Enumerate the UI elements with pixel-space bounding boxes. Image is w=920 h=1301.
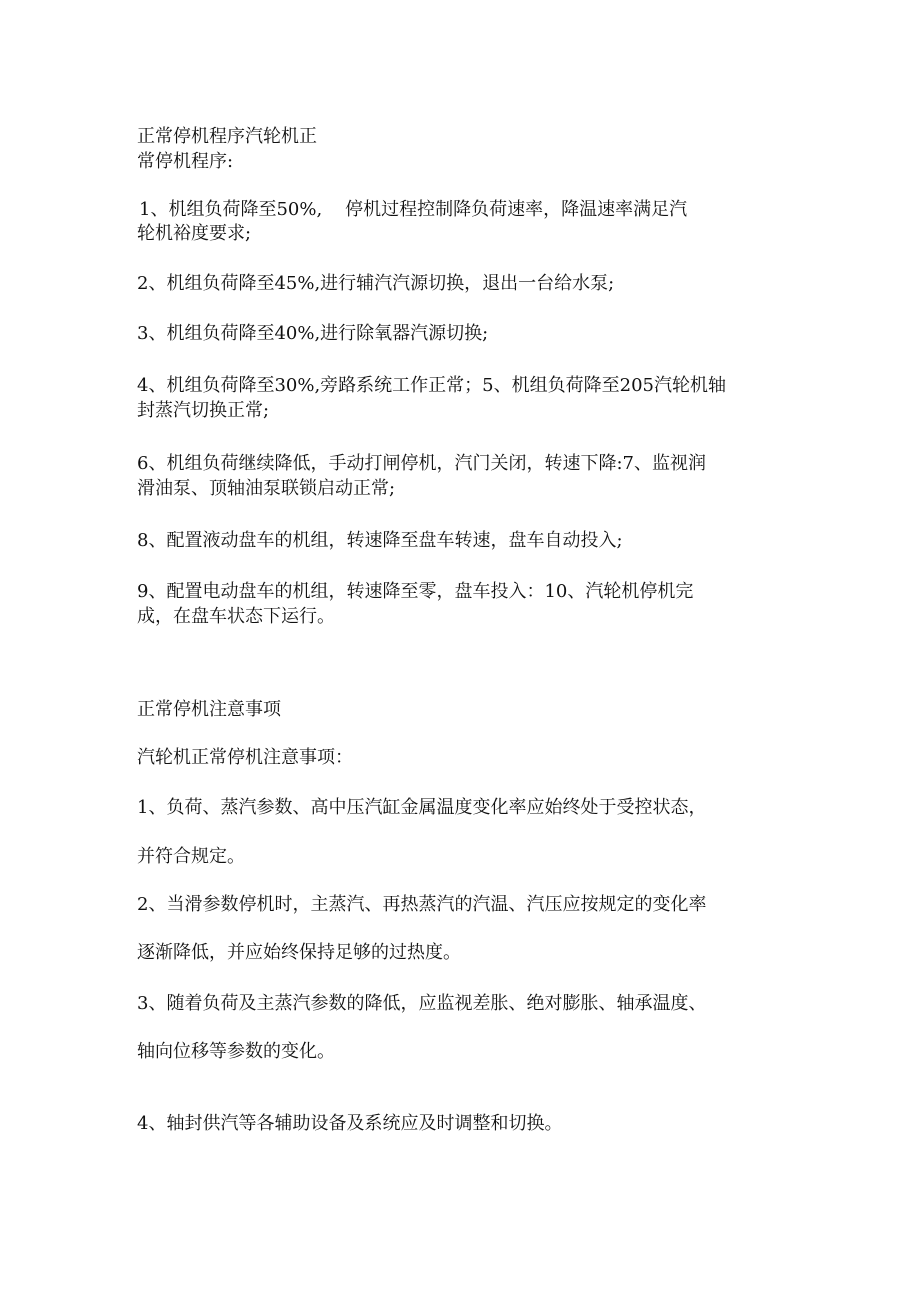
step-3-line-1: 3、机组负荷降至40%,进行除氧器汽源切换; [137, 323, 489, 344]
note-1-line-1: 1、负荷、蒸汽参数、高中压汽缸金属温度变化率应始终处于受控状态， [137, 797, 707, 818]
step-4-line-1: 4、机组负荷降至30%,旁路系统工作正常；5、机组负荷降至205汽轮机轴 [137, 375, 726, 396]
note-1-line-2: 并符合规定。 [137, 846, 245, 867]
step-2-line-1: 2、机组负荷降至45%,进行辅汽汽源切换，退出一台给水泵; [137, 273, 615, 294]
note-2-line-2: 逐渐降低，并应始终保持足够的过热度。 [137, 942, 461, 963]
note-2-line-1: 2、当滑参数停机时，主蒸汽、再热蒸汽的汽温、汽压应按规定的变化率 [137, 894, 707, 915]
notes-heading: 正常停机注意事项 [137, 699, 281, 720]
notes-intro: 汽轮机正常停机注意事项： [137, 747, 353, 768]
note-4-line-1: 4、轴封供汽等各辅助设备及系统应及时调整和切换。 [137, 1113, 563, 1134]
title-line-1: 正常停机程序汽轮机正 [137, 126, 317, 147]
step-4-line-2: 封蒸汽切换正常; [137, 400, 270, 421]
step-1-line-2: 轮机裕度要求; [137, 223, 252, 244]
step-6-line-2: 滑油泵、顶轴油泵联锁启动正常; [137, 478, 396, 499]
step-6-line-1: 6、机组负荷继续降低，手动打闸停机，汽门关闭，转速下降:7、监视润 [137, 453, 706, 474]
step-9-line-1: 9、配置电动盘车的机组，转速降至零，盘车投入：10、汽轮机停机完 [137, 581, 694, 602]
note-3-line-2: 轴向位移等参数的变化。 [137, 1041, 335, 1062]
title-line-2: 常停机程序: [137, 151, 234, 172]
note-3-line-1: 3、随着负荷及主蒸汽参数的降低，应监视差胀、绝对膨胀、轴承温度、 [137, 993, 707, 1014]
step-9-line-2: 成，在盘车状态下运行。 [137, 606, 335, 627]
step-8-line-1: 8、配置液动盘车的机组，转速降至盘车转速，盘车自动投入; [137, 530, 623, 551]
step-1-line-1: 1、机组负荷降至50%, 停机过程控制降负荷速率，降温速率满足汽 [139, 199, 688, 220]
